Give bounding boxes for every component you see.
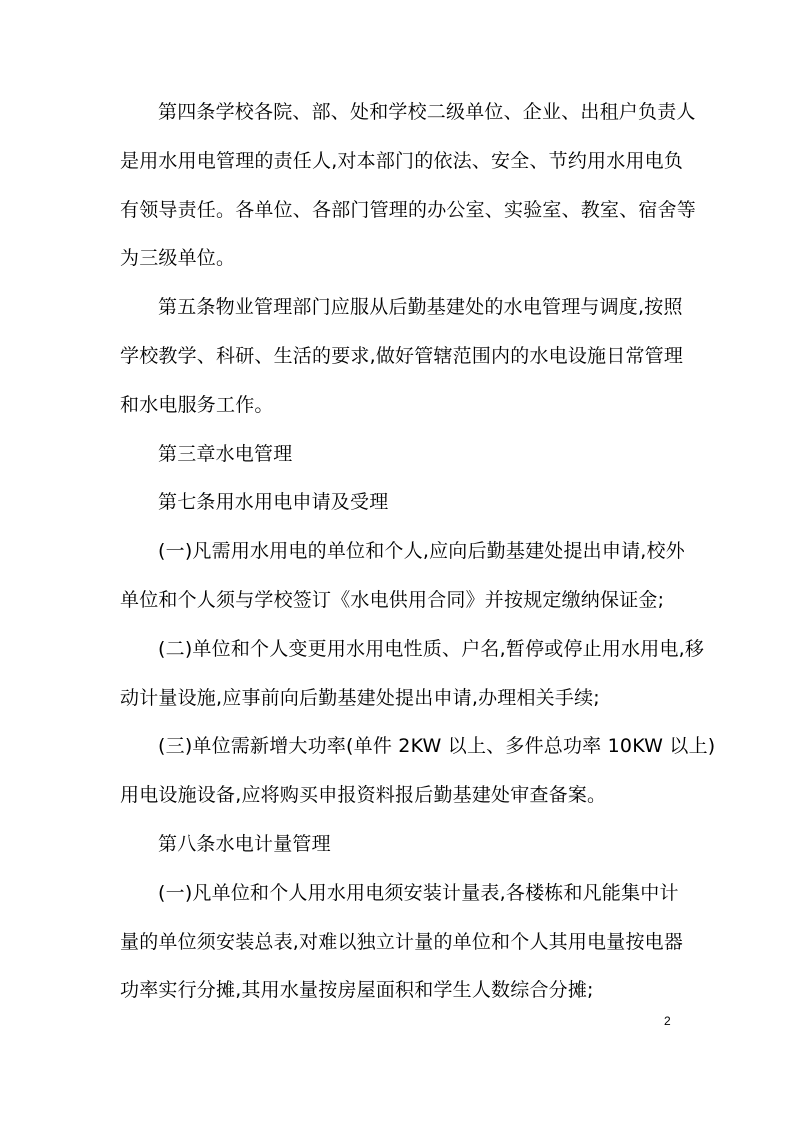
page-number: 2 (664, 1014, 671, 1028)
paragraph-line: 单位和个人须与学校签订《水电供用合同》并按规定缴纳保证金; (120, 588, 665, 611)
paragraph-line: 用电设施设备,应将购买申报资料报后勤基建处审查备案。 (120, 784, 607, 807)
paragraph-line: 和水电服务工作。 (120, 393, 274, 416)
article-heading: 第七条用水用电申请及受理 (158, 491, 389, 514)
paragraph-line: 功率实行分摊,其用水量按房屋面积和学生人数综合分摊; (120, 979, 594, 1002)
paragraph-line: 为三级单位。 (120, 247, 236, 270)
paragraph-line: 学校教学、科研、生活的要求,做好管辖范围内的水电设施日常管理 (120, 344, 684, 367)
paragraph-line: 量的单位须安装总表,对难以独立计量的单位和个人其用电量按电器 (120, 930, 684, 953)
paragraph-line: (一)凡单位和个人用水用电须安装计量表,各楼栋和凡能集中计 (158, 881, 679, 904)
chapter-heading: 第三章水电管理 (158, 442, 293, 465)
document-body (120, 88, 716, 1015)
paragraph-line: (三)单位需新增大功率(单件 2KW 以上、多件总功率 10KW 以上) (158, 735, 716, 758)
paragraph-line: (一)凡需用水用电的单位和个人,应向后勤基建处提出申请,校外 (158, 540, 685, 563)
paragraph-line: 是用水用电管理的责任人,对本部门的依法、安全、节约用水用电负 (120, 149, 684, 172)
paragraph-line: 第四条学校各院、部、处和学校二级单位、企业、出租户负责人 (158, 101, 696, 123)
paragraph-line: (二)单位和个人变更用水用电性质、户名,暂停或停止用水用电,移 (158, 637, 705, 660)
article-heading: 第八条水电计量管理 (158, 832, 331, 855)
paragraph-line: 动计量设施,应事前向后勤基建处提出申请,办理相关手续; (120, 686, 600, 709)
paragraph-line: 有领导责任。各单位、各部门管理的办公室、实验室、教室、宿舍等 (120, 198, 697, 221)
paragraph-line: 第五条物业管理部门应服从后勤基建处的水电管理与调度,按照 (158, 296, 683, 319)
